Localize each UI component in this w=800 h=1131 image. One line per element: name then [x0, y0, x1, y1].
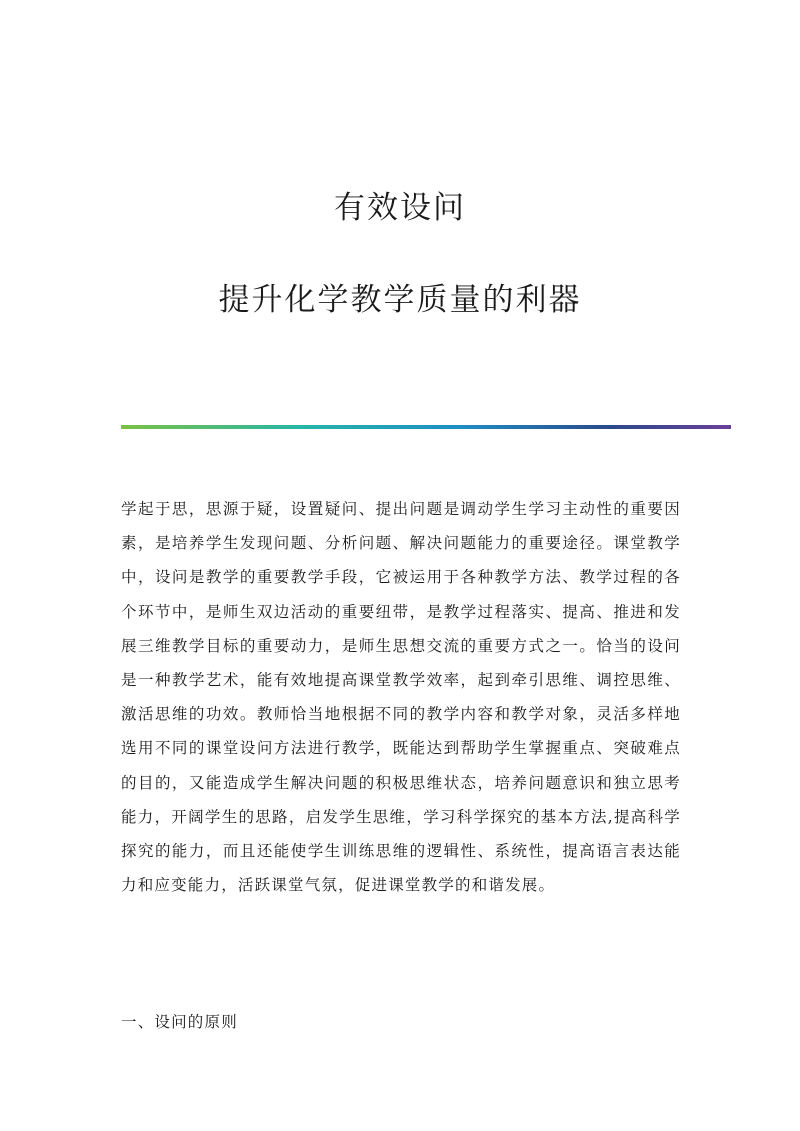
document-title: 有效设问 — [334, 190, 466, 226]
gradient-divider — [121, 425, 731, 429]
section-heading: 一、设问的原则 — [121, 1013, 238, 1031]
body-paragraph: 学起于思，思源于疑，设置疑问、提出问题是调动学生学习主动性的重要因素，是培养学生发现问题、分析问题、解决问题能力的重要途径。课堂教学中，设问是教学的重要教学手段，它被运用于各种教学方法、教学过程的各个环节中，是师生双边活动的重要纽带，是教学过程落实、提高、推进和发展三维教学目标的重要动力，是师生思想交流的重要方式之一。恰当的设问是一种教学艺术，能有效地提高课堂教学效率，起到牵引思维、调控思维、激活思维的功效。教师恰当地根据不同的教学内容和教学对象，灵活多样地选用不同的课堂设问方法进行教学，既能达到帮助学生掌握重点、突破难点的目的，又能造成学生解决问题的积极思维状态，培养问题意识和独立思考能力，开阔学生的思路，启发学生思维，学习科学探究的基本方法,提高科学探究的能力，而且还能使学生训练思维的逻辑性、系统性，提高语言表达能力和应变能力，活跃课堂气氛，促进课堂教学的和谐发展。 — [121, 500, 681, 895]
document-subtitle: 提升化学教学质量的利器 — [218, 282, 582, 318]
